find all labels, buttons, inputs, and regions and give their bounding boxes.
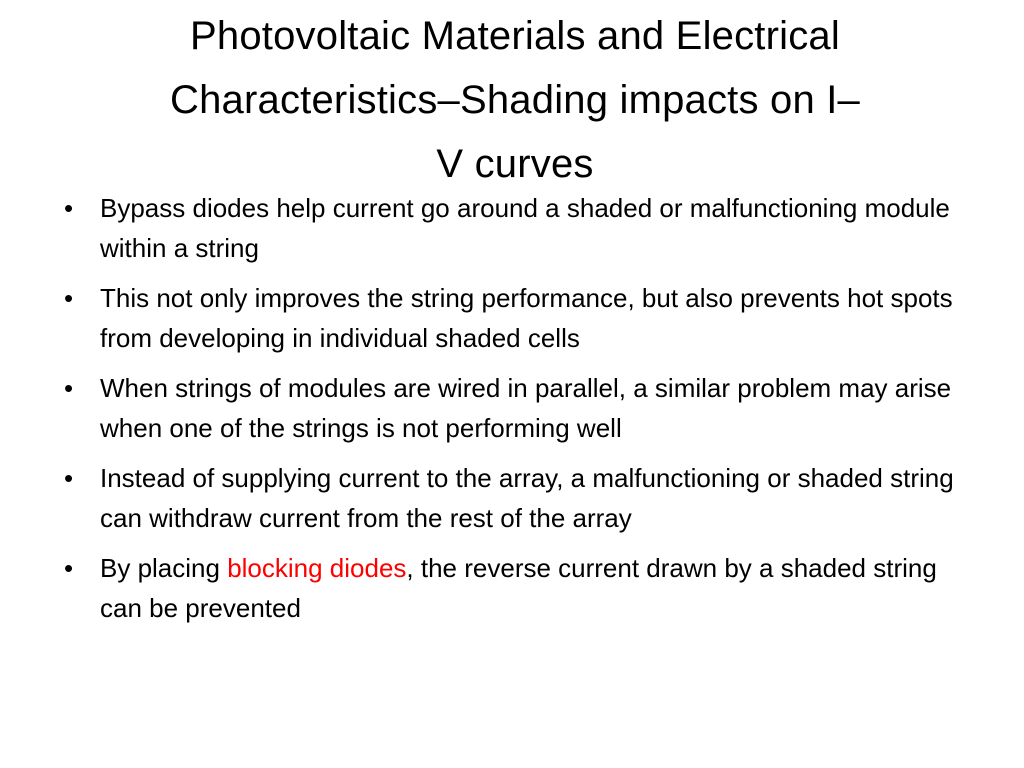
bullet-icon: •	[64, 373, 74, 403]
title-line-1: Photovoltaic Materials and Electrical	[190, 14, 840, 58]
title-line-2: Characteristics–Shading impacts on I–	[170, 78, 860, 122]
bullet-list	[58, 188, 963, 638]
bullet-text-before: By placing	[100, 553, 228, 583]
blocking-diodes-highlight: blocking diodes	[227, 553, 407, 583]
bullet-text: When strings of modules are wired in parallel, a similar problem may arise when one of the strings is not performing well	[100, 373, 952, 443]
bullet-text	[100, 553, 937, 623]
bullet-item-blocking-diodes	[58, 548, 963, 628]
bullet-item-parallel-strings	[58, 368, 963, 448]
bullet-icon: •	[64, 553, 74, 583]
bullet-icon: •	[64, 193, 74, 223]
bullet-text-after: , the reverse current drawn by a shaded string can be prevented	[100, 553, 937, 623]
bullet-item-bypass-diodes	[58, 188, 963, 268]
bullet-text: Instead of supplying current to the array, a malfunctioning or shaded string can withdraw current from the rest of the array	[100, 463, 954, 533]
title-line-3: V curves	[436, 142, 594, 186]
slide-title	[60, 4, 970, 196]
bullet-icon: •	[64, 463, 74, 493]
bullet-icon: •	[64, 283, 74, 313]
bullet-text: Bypass diodes help current go around a shaded or malfunctioning module within a string	[100, 193, 950, 263]
bullet-text: This not only improves the string performance, but also prevents hot spots from developing in individual shaded cells	[100, 283, 953, 353]
bullet-item-withdraw-current	[58, 458, 963, 538]
bullet-item-hot-spots	[58, 278, 963, 358]
